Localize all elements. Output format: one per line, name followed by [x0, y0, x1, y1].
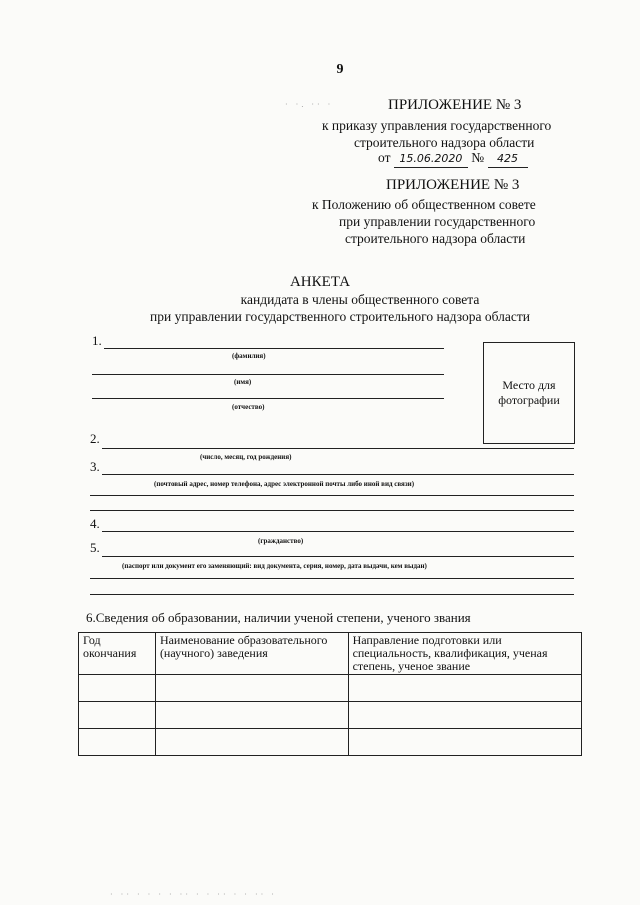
field-5-number: 5. [90, 540, 100, 555]
passport-line-2[interactable] [90, 578, 574, 579]
table-cell[interactable] [79, 729, 156, 756]
date-prefix: от [378, 150, 391, 165]
patronymic-line[interactable] [92, 398, 444, 399]
surname-caption: (фамилия) [232, 352, 266, 360]
address-line-2[interactable] [90, 495, 574, 496]
table-cell[interactable] [155, 675, 348, 702]
section-6-title: 6.Сведения об образовании, наличии ученой степени, ученого звания [86, 610, 471, 625]
col-year-header: Год окончания [79, 633, 156, 675]
page-number: 9 [336, 62, 344, 77]
table-cell[interactable] [79, 702, 156, 729]
table-cell[interactable] [348, 702, 581, 729]
form-subtitle-1: кандидата в члены общественного совета [240, 292, 480, 307]
photo-label-2: фотографии [498, 393, 560, 407]
field-1-number: 1. [92, 333, 102, 348]
passport-line-1[interactable] [102, 556, 574, 557]
col-institution-header: Наименование образовательного (научного) заведения [155, 633, 348, 675]
appendix-2-title: ПРИЛОЖЕНИЕ № 3 [386, 177, 520, 193]
table-cell[interactable] [79, 675, 156, 702]
form-title: АНКЕТА [289, 274, 351, 290]
name-line[interactable] [92, 374, 444, 375]
scan-noise-bottom: · ·· · · · · ·· · · ·· · · ·· · [110, 890, 277, 899]
form-subtitle-2: при управлении государственного строительного надзора области [150, 309, 530, 324]
order-number: 425 [488, 150, 528, 168]
table-row [79, 702, 582, 729]
citizenship-line[interactable] [102, 531, 574, 532]
scan-noise: · ·. ·· · [285, 100, 334, 109]
field-2-number: 2. [90, 431, 100, 446]
address-caption: (почтовый адрес, номер телефона, адрес электронной почты либо иной вид связи) [154, 480, 415, 488]
table-cell[interactable] [348, 675, 581, 702]
appendix-2-line2: при управлении государственного [339, 214, 536, 229]
address-line-1[interactable] [102, 474, 574, 475]
table-row [79, 729, 582, 756]
field-4-number: 4. [90, 516, 100, 531]
patronymic-caption: (отчество) [232, 403, 265, 411]
citizenship-caption: (гражданство) [258, 537, 304, 545]
table-row [79, 675, 582, 702]
table-header-row [79, 633, 582, 675]
photo-box [483, 342, 575, 444]
passport-caption: (паспорт или документ его заменяющий: вид документа, серия, номер, дата выдачи, кем выдан) [122, 562, 427, 570]
order-date: 15.06.2020 [394, 150, 468, 168]
passport-line-3[interactable] [90, 594, 574, 595]
appendix-1-title: ПРИЛОЖЕНИЕ № 3 [388, 97, 522, 113]
birth-caption: (число, месяц, год рождения) [200, 453, 292, 461]
name-caption: (имя) [234, 378, 252, 386]
photo-label-1: Место для [502, 378, 556, 392]
surname-line[interactable] [104, 348, 444, 349]
table-cell[interactable] [155, 702, 348, 729]
field-3-number: 3. [90, 459, 100, 474]
table-cell[interactable] [348, 729, 581, 756]
appendix-2-line1: к Положению об общественном совете [312, 197, 536, 212]
table-cell[interactable] [155, 729, 348, 756]
appendix-1-line1: к приказу управления государственного [322, 118, 552, 133]
birth-line[interactable] [102, 448, 574, 449]
appendix-1-date-line [378, 149, 528, 168]
education-table [78, 632, 582, 756]
number-prefix: № [471, 150, 485, 165]
address-line-3[interactable] [90, 510, 574, 511]
appendix-1-line2: строительного надзора области [354, 135, 535, 150]
appendix-2-line3: строительного надзора области [345, 231, 526, 246]
col-speciality-header: Направление подготовки или специальность, квалификация, ученая степень, ученое звание [348, 633, 581, 675]
